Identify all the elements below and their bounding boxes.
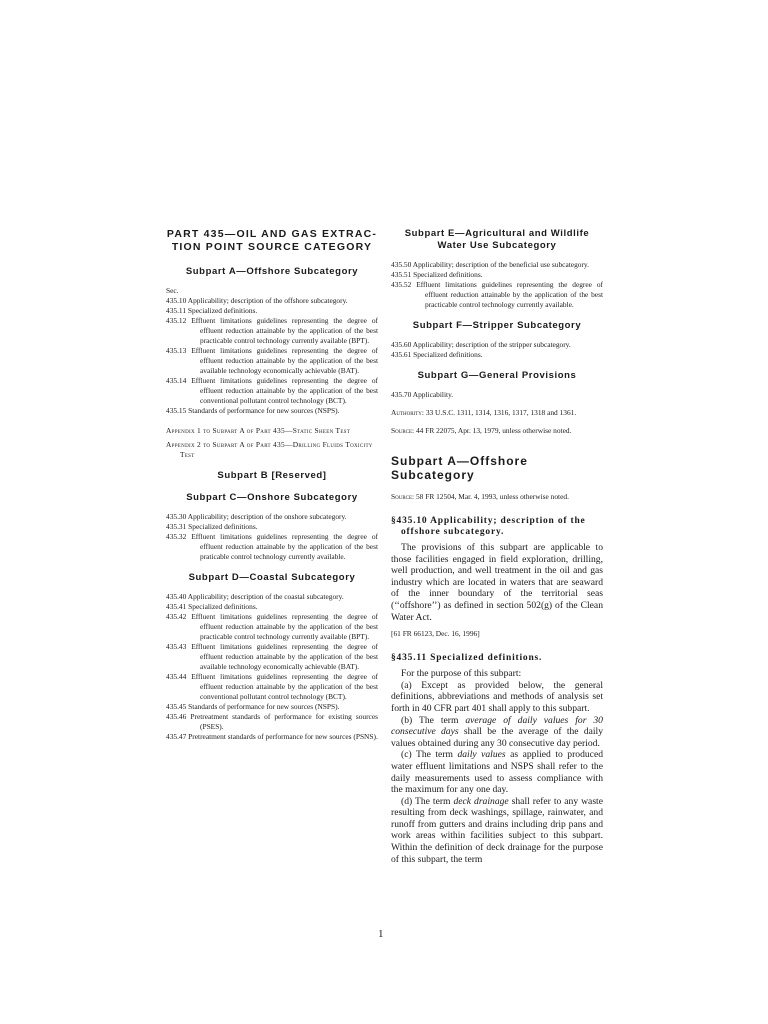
subpart-a-toc <box>166 296 378 416</box>
subpart-g-heading: Subpart G—General Provisions <box>417 370 577 381</box>
subpart-c-heading: Subpart C—Onshore Subcategory <box>186 492 358 503</box>
subpart-e-toc <box>391 260 603 310</box>
subpart-f-heading: Subpart F—Stripper Subcategory <box>412 320 582 331</box>
toc-item[interactable]: 435.14 Effluent limitations guidelines representing the degree of effluent reduction attainable by the application of the best conventional pollutant control technology (BCT). <box>166 376 378 405</box>
toc-item[interactable]: 435.10 Applicability; description of the offshore subcategory. <box>166 296 348 305</box>
toc-item[interactable]: 435.15 Standards of performance for new sources (NSPS). <box>166 406 340 415</box>
appendix-1-link[interactable]: Appendix 1 to Subpart A of Part 435—Static Sheen Test <box>166 426 351 435</box>
section-435-11-intro: For the purpose of this subpart: <box>401 668 522 680</box>
toc-item[interactable]: 435.31 Specialized definitions. <box>166 522 258 531</box>
toc-item[interactable]: 435.12 Effluent limitations guidelines representing the degree of effluent reduction attainable by the application of the best practicable control technology currently available (BPT). <box>166 316 378 345</box>
section-435-11-d <box>391 796 603 866</box>
subpart-c-toc <box>166 512 378 562</box>
toc-item[interactable]: 435.30 Applicability; description of the onshore subcategory. <box>166 512 347 521</box>
right-column <box>391 228 603 865</box>
toc-item[interactable]: 435.11 Specialized definitions. <box>166 306 258 315</box>
toc-item[interactable]: 435.42 Effluent limitations guidelines representing the degree of effluent reduction attainable by the application of the best practicable control technology currently available (BPT). <box>166 612 378 641</box>
toc-item[interactable]: 435.43 Effluent limitations guidelines representing the degree of effluent reduction attainable by the application of the best available technology economically achievable (BAT). <box>166 642 378 671</box>
toc-item[interactable]: 435.45 Standards of performance for new sources (NSPS). <box>166 702 340 711</box>
subpart-e-heading: Subpart E—Agricultural and Wildlife Water Use Subcategory <box>404 228 590 251</box>
toc-item[interactable]: 435.44 Effluent limitations guidelines representing the degree of effluent reduction attainable by the application of the best conventional pollutant control technology (BCT). <box>166 672 378 701</box>
subpart-a-heading: Subpart A—Offshore Subcategory <box>185 266 359 277</box>
section-435-11-c <box>391 749 603 795</box>
subpart-a-source-label: Source: <box>391 492 415 501</box>
subpart-f-toc <box>391 340 603 360</box>
toc-item[interactable]: 435.40 Applicability; description of the coastal subcategory. <box>166 592 344 601</box>
text-run: (b) The term <box>401 714 466 726</box>
section-435-10-body: The provisions of this subpart are applicable to those facilities engaged in field exploration, drilling, well production, and well treatment in the oil and gas industry which are located in waters that are seaward of the inner boundary of the territorial seas (‘‘offshore’’) as defined in section 502(g) of the Clean Water Act. <box>391 542 603 623</box>
toc-item[interactable]: 435.51 Specialized definitions. <box>391 270 483 279</box>
toc-item[interactable]: 435.70 Applicability. <box>391 390 454 399</box>
sec-label: Sec. <box>166 286 179 295</box>
subpart-d-heading: Subpart D—Coastal Subcategory <box>188 572 356 583</box>
toc-item[interactable]: 435.32 Effluent limitations guidelines representing the degree of effluent reduction attainable by the application of the best praticable control technology currently available. <box>166 532 378 561</box>
subpart-g-toc <box>391 390 603 400</box>
toc-item[interactable]: 435.50 Applicability; description of the beneficial use subcategory. <box>391 260 589 269</box>
section-435-11-heading: §435.11 Specialized definitions. <box>391 653 543 664</box>
text-run: shall be the average of the daily values obtained during any 30 consecutive day period. <box>391 726 603 749</box>
appendix-2-link[interactable]: Appendix 2 to Subpart A of Part 435—Drilling Fluids Toxicity Test <box>166 440 373 459</box>
toc-item[interactable]: 435.41 Specialized definitions. <box>166 602 258 611</box>
section-435-11-b <box>391 715 603 750</box>
section-435-10-heading: §435.10 Applicability; description of the offshore subcategory. <box>391 516 586 537</box>
defined-term: daily values <box>457 749 506 761</box>
left-column <box>166 228 378 742</box>
defined-term: average of daily values for 30 consecutive days <box>391 714 603 738</box>
subpart-a-source-note <box>391 492 603 502</box>
source-text: 44 FR 22075, Apr. 13, 1979, unless otherwise noted. <box>415 426 572 435</box>
subpart-a-main-heading: Subpart A—Offshore Subcategory <box>391 454 528 482</box>
page-number: 1 <box>378 928 384 940</box>
source-label: Source: <box>391 426 415 435</box>
text-run: shall refer to any waste resulting from deck washings, spillage, rainwater, and runoff from gutters and drains including drip pans and work areas within facilities subject to this subpart. Within the definition of deck drainage for the purpose of this subpart, the term <box>391 795 603 865</box>
section-435-11-a: (a) Except as provided below, the general definitions, abbreviations and methods of analysis set forth in 40 CFR part 401 shall apply to this subpart. <box>391 679 603 714</box>
text-run: (d) The term <box>401 795 454 807</box>
subpart-a-source-text: 58 FR 12504, Mar. 4, 1993, unless otherwise noted. <box>415 492 569 501</box>
authority-text: 33 U.S.C. 1311, 1314, 1316, 1317, 1318 and 1361. <box>425 408 577 417</box>
toc-item[interactable]: 435.61 Specialized definitions. <box>391 350 483 359</box>
authority-note <box>391 408 603 418</box>
toc-item[interactable]: 435.13 Effluent limitations guidelines representing the degree of effluent reduction attainable by the application of the best available technology economically achievable (BAT). <box>166 346 378 375</box>
defined-term: deck drainage <box>453 795 509 807</box>
section-435-10-citation: [61 FR 66123, Dec. 16, 1996] <box>391 629 480 639</box>
toc-item[interactable]: 435.60 Applicability; description of the stripper subcategory. <box>391 340 571 349</box>
toc-item[interactable]: 435.46 Pretreatment standards of performance for existing sources (PSES). <box>166 712 378 731</box>
toc-item[interactable]: 435.47 Pretreatment standards of performance for new sources (PSNS). <box>166 732 378 741</box>
part-title: PART 435—OIL AND GAS EXTRAC-TION POINT SOURCE CATEGORY <box>166 228 378 253</box>
subpart-b-heading: Subpart B [Reserved] <box>217 470 327 481</box>
text-run: as applied to produced water effluent limitations and NSPS shall refer to the daily measurements used to assess compliance with the maximum for any one day. <box>391 749 603 796</box>
source-note <box>391 426 603 436</box>
text-run: (c) The term <box>401 749 458 761</box>
subpart-d-toc <box>166 592 378 742</box>
authority-label: Authority: <box>391 408 424 417</box>
toc-item[interactable]: 435.52 Effluent limitations guidelines representing the degree of effluent reduction attainable by the application of the best practicable control technology currently available. <box>391 280 603 309</box>
